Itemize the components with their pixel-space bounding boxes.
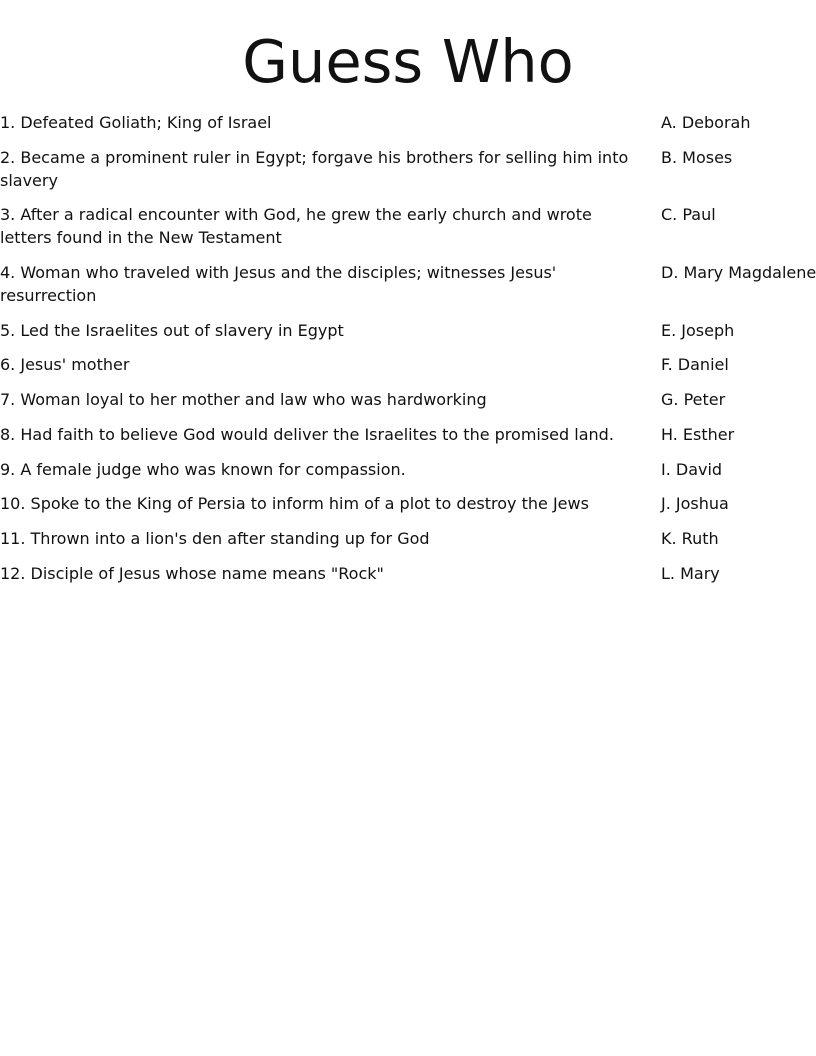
clue-text: 7. Woman loyal to her mother and law who was hardworking [0,390,487,410]
clue-text: 1. Defeated Goliath; King of Israel [0,113,272,132]
match-row [0,562,816,585]
clue-text: 10. Spoke to the King of Persia to inform him of a plot to destroy the Jews [0,494,589,514]
match-row [0,458,816,481]
answer-option: B. Moses [661,147,733,167]
clue-text: 6. Jesus' mother [0,355,130,375]
clue-text: 2. Became a prominent ruler in Egypt; forgave his brothers for selling him into slavery [0,147,629,190]
clue-text: 9. A female judge who was known for compassion. [0,459,406,479]
answer-option: H. Esther [661,424,735,444]
answer-option: E. Joseph [661,320,735,340]
answer-option: G. Peter [661,390,726,410]
match-row [0,423,816,446]
answer-option: F. Daniel [661,355,729,375]
match-row [0,203,816,249]
answer-option: I. David [661,459,723,479]
clue-text: 5. Led the Israelites out of slavery in Egypt [0,320,344,340]
clue-text: 11. Thrown into a lion's den after standing up for God [0,528,430,548]
answer-option: K. Ruth [661,528,719,548]
answer-option: A. Deborah [661,113,751,132]
clue-text: 3. After a radical encounter with God, he grew the early church and wrote letters found in the New Testament [0,205,592,248]
answer-option: J. Joshua [661,494,729,514]
answer-option: C. Paul [661,205,716,225]
clue-text: 8. Had faith to believe God would deliver the Israelites to the promised land. [0,424,614,444]
page-title: Guess Who [242,27,574,96]
answer-option: L. Mary [661,563,720,583]
match-row [0,492,816,515]
match-row [0,527,816,550]
match-row [0,319,816,342]
answer-option: D. Mary Magdalene [661,263,816,283]
match-row [0,146,816,192]
match-row [0,353,816,376]
match-row [0,388,816,411]
matching-list [0,111,816,596]
match-row [0,261,816,307]
clue-text: 12. Disciple of Jesus whose name means "Rock" [0,563,384,583]
clue-text: 4. Woman who traveled with Jesus and the disciples; witnesses Jesus' resurrection [0,263,557,306]
match-row [0,111,816,134]
